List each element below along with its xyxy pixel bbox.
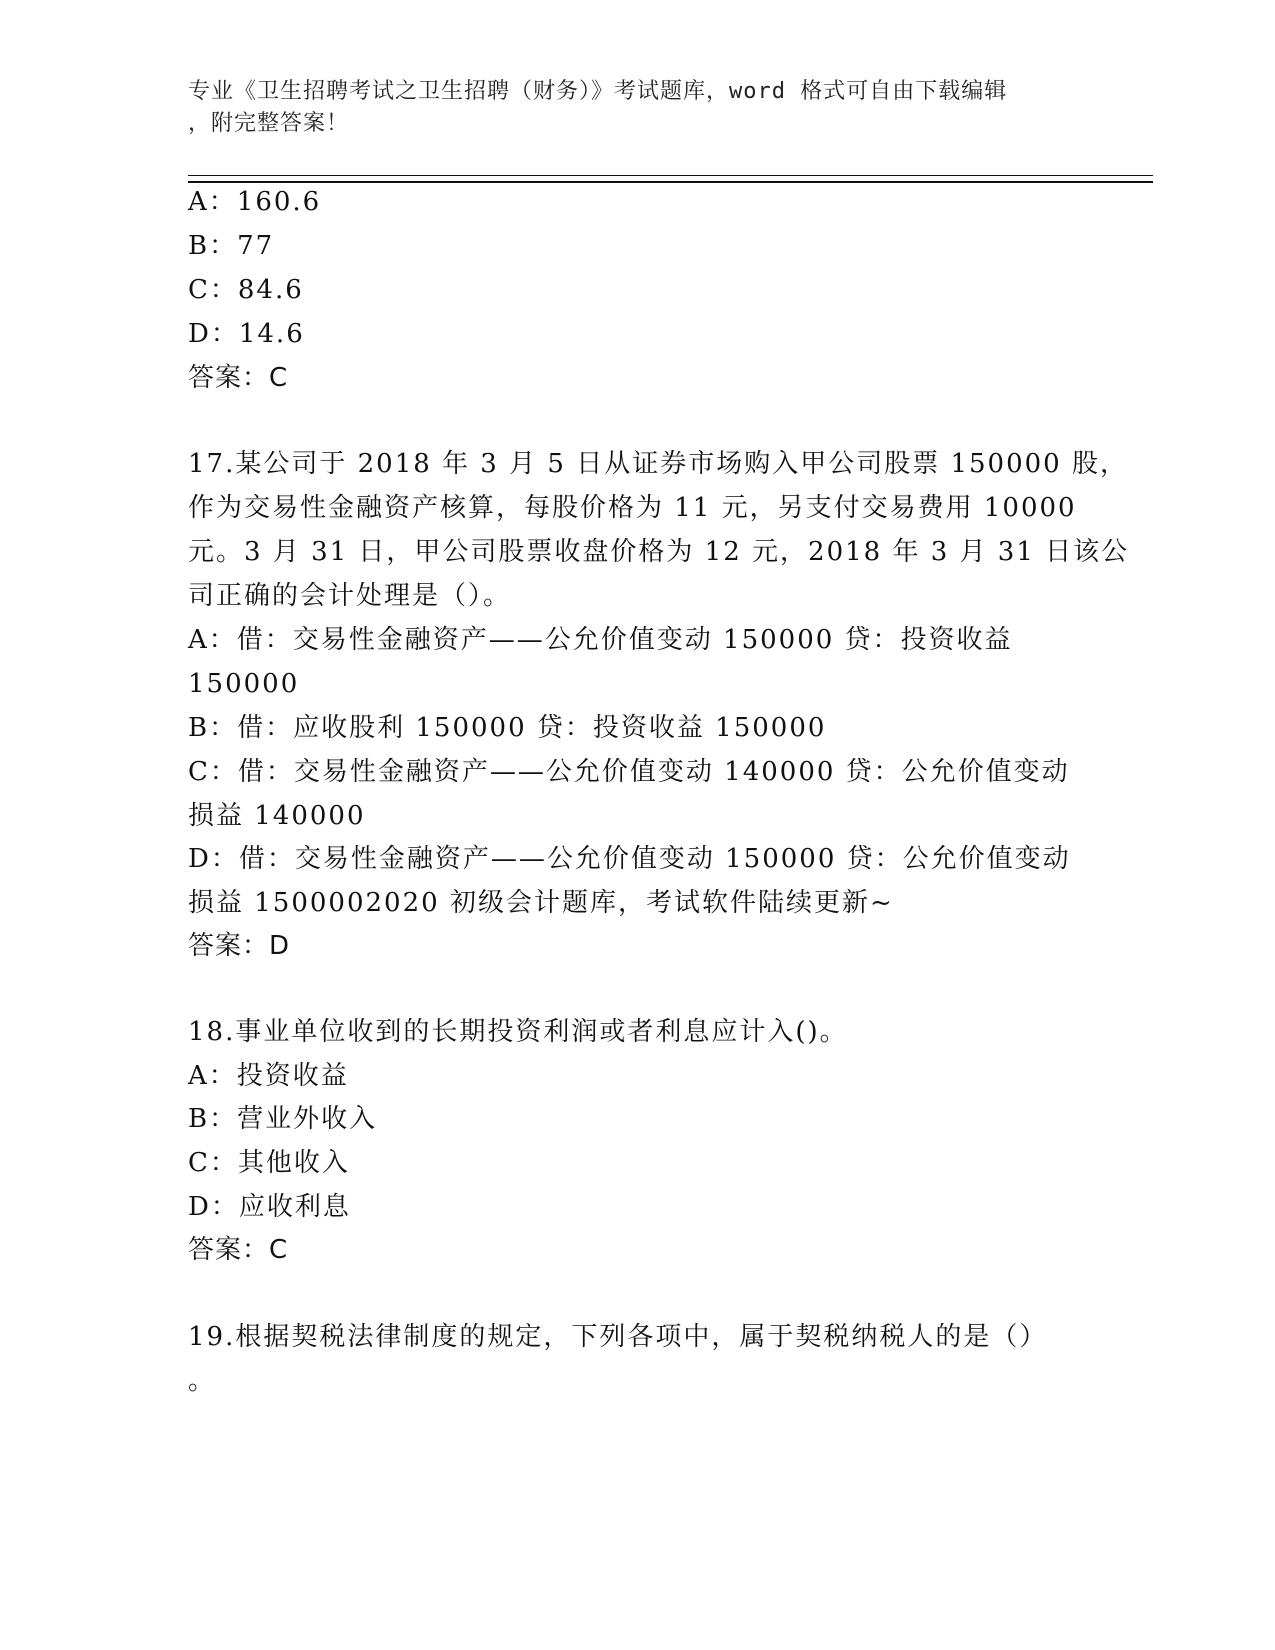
q17-option-b: B：借：应收股利 150000 贷：投资收益 150000 xyxy=(188,713,827,743)
q17-answer: 答案：D xyxy=(188,931,291,961)
q17-stem-line-2: 作为交易性金融资产核算，每股价格为 11 元，另支付交易费用 10000 xyxy=(188,493,1077,523)
page-header xyxy=(188,76,1088,140)
q19-stem-line-2: 。 xyxy=(188,1366,217,1396)
q17-option-c-cont: 损益 140000 xyxy=(188,801,366,831)
header-divider xyxy=(188,175,1153,176)
q16-option-d: D：14.6 xyxy=(188,319,305,349)
q19-stem-line-1: 19.根据契税法律制度的规定，下列各项中，属于契税纳税人的是（） xyxy=(188,1322,1048,1352)
q18-option-d: D：应收利息 xyxy=(188,1192,351,1222)
q16-option-a: A：160.6 xyxy=(188,187,322,217)
q18-option-b: B：营业外收入 xyxy=(188,1104,378,1134)
q17-option-c: C：借：交易性金融资产——公允价值变动 140000 贷：公允价值变动 xyxy=(188,757,1070,787)
q18-stem: 18.事业单位收到的长期投资利润或者利息应计入()。 xyxy=(188,1017,848,1047)
q18-option-c: C：其他收入 xyxy=(188,1148,350,1178)
q17-option-a-cont: 150000 xyxy=(188,669,300,699)
q16-option-b: B：77 xyxy=(188,231,275,261)
q17-stem-line-4: 司正确的会计处理是（）。 xyxy=(188,581,512,611)
q17-option-d-cont: 损益 1500002020 初级会计题库，考试软件陆续更新~ xyxy=(188,888,894,918)
q18-answer: 答案：C xyxy=(188,1235,289,1265)
header-line-1: 专业《卫生招聘考试之卫生招聘（财务）》考试题库，word 格式可自由下载编辑 xyxy=(188,79,1008,104)
q18-option-a: A：投资收益 xyxy=(188,1061,349,1091)
header-divider-thick xyxy=(188,181,1153,183)
q16-option-c: C：84.6 xyxy=(188,275,304,305)
q17-stem-line-1: 17.某公司于 2018 年 3 月 5 日从证券市场购入甲公司股票 150000 股， xyxy=(188,449,1128,479)
header-line-2: ，附完整答案！ xyxy=(188,111,350,136)
q17-option-d: D：借：交易性金融资产——公允价值变动 150000 贷：公允价值变动 xyxy=(188,844,1071,874)
q16-answer: 答案：C xyxy=(188,363,289,393)
q17-stem-line-3: 元。3 月 31 日，甲公司股票收盘价格为 12 元，2018 年 3 月 31 日该公 xyxy=(188,537,1130,567)
q17-option-a: A：借：交易性金融资产——公允价值变动 150000 贷：投资收益 xyxy=(188,625,1013,655)
